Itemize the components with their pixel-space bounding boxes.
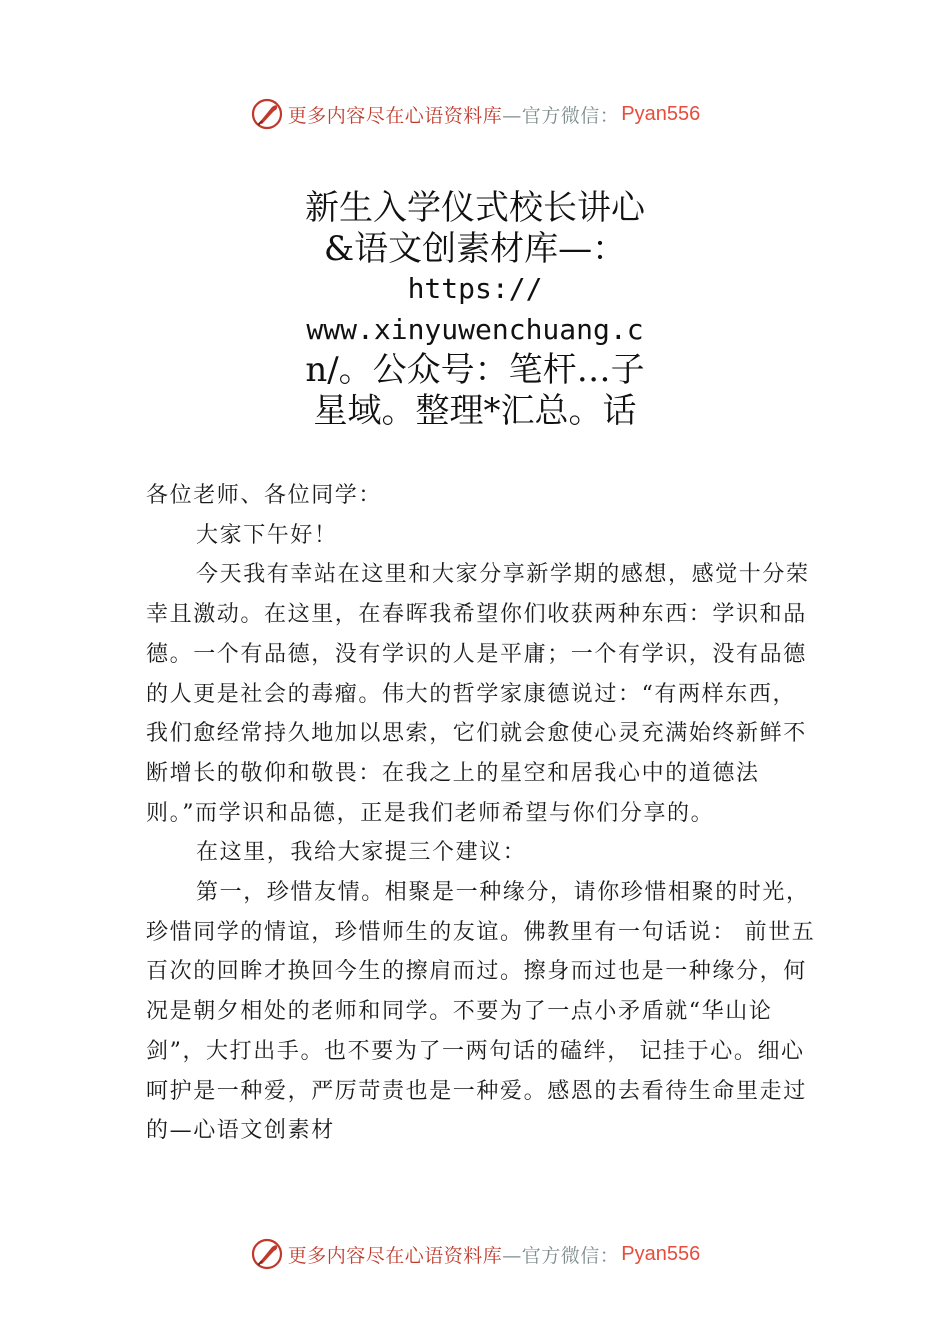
wechat-label: —官方微信：: [502, 1244, 620, 1267]
greeting: 各位老师、各位同学：: [146, 483, 383, 508]
title-line-2: &语文创素材库—：: [323, 228, 627, 269]
paragraph-1: 大家下午好！: [196, 522, 338, 548]
footer-banner: [0, 1234, 950, 1274]
title-line-1: 新生入学仪式校长讲心: [305, 188, 645, 228]
title-line-3: https://: [407, 272, 543, 305]
quill-pen-logo-icon: [250, 97, 284, 131]
wechat-id: Pyan556: [621, 102, 701, 125]
quill-pen-logo-icon: [250, 1237, 284, 1271]
brand-text: 更多内容尽在心语资料库: [287, 104, 503, 127]
paragraph-2: 今天我有幸站在这里和大家分享新学期的感想，感觉十分荣幸且激动。在这里，在春晖我希望你们收获两种东西：学识和品德。一个有品德，没有学识的人是平庸；一个有学识，没有品德的人更是社会的毒瘤。伟大的哲学家康德说过：“有两样东西，我们愈经常持久地加以思索，它们就会愈使心灵充满始终新鲜不断增长的敬仰和敬畏：在我之上的星空和居我心中的道德法则。”而学识和品德，正是我们老师希望与你们分享的。: [146, 562, 810, 826]
wechat-id: Pyan556: [621, 1242, 701, 1265]
title-line-4: www.xinyuwenchuang.c: [306, 312, 644, 346]
header-banner: [0, 94, 950, 134]
document-body: [146, 476, 816, 1151]
wechat-label: —官方微信：: [502, 104, 620, 127]
document-title: [290, 188, 660, 431]
title-line-6: 星域。整理*汇总。话: [313, 390, 637, 431]
brand-text: 更多内容尽在心语资料库: [287, 1244, 503, 1267]
title-line-5: n/。公众号：笔杆…子: [305, 350, 645, 390]
paragraph-3: 在这里，我给大家提三个建议：: [196, 840, 527, 866]
paragraph-4: 第一，珍惜友情。相聚是一种缘分，请你珍惜相聚的时光，珍惜同学的情谊，珍惜师生的友谊。佛教里有一句话说： 前世五百次的回眸才换回今生的擦肩而过。擦身而过也是一种缘分，何况是朝夕相处的老师和同学。不要为了一点小矛盾就“华山论剑”，大打出手。也不要为了一两句话的磕绊， 记挂于心。细心呵护是一种爱，严厉苛责也是一种爱。感恩的去看待生命里走过的—心语文创素材: [146, 880, 816, 1144]
